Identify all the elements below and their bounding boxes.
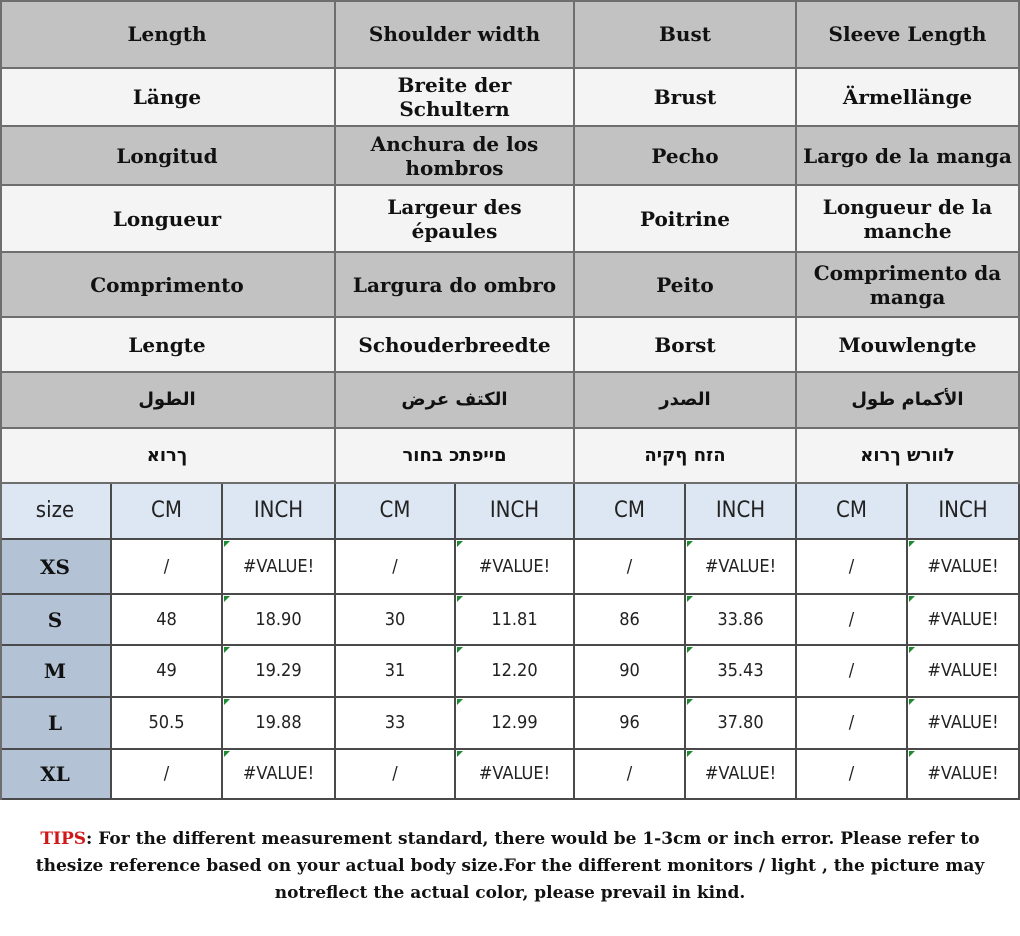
label-shoulder-width-nl: Schouderbreedte [336, 318, 575, 373]
size-label: L [0, 698, 112, 750]
label-bust-de: Brust [575, 69, 797, 127]
label-sleeve-length-fr: Longueur de la manche [797, 186, 1020, 253]
label-length-en: Length [0, 0, 336, 69]
size-label: XL [0, 750, 112, 800]
measurement-cell: #VALUE! [908, 750, 1020, 800]
size-label: S [0, 595, 112, 646]
label-bust-ar: الصدر [575, 373, 797, 429]
measurement-cell: 11.81 [456, 595, 575, 646]
size-label: XS [0, 540, 112, 595]
measurement-cell: 35.43 [686, 646, 797, 698]
label-bust-es: Pecho [575, 127, 797, 186]
label-bust-he: הזח ףקיה [575, 429, 797, 484]
label-shoulder-width-en: Shoulder width [336, 0, 575, 69]
measurement-cell: / [336, 750, 456, 800]
measurement-cell: 90 [575, 646, 686, 698]
label-bust-pt: Peito [575, 253, 797, 318]
measurement-cell: 30 [336, 595, 456, 646]
label-bust-nl: Borst [575, 318, 797, 373]
unit-header: CM [112, 484, 223, 540]
label-length-de: Länge [0, 69, 336, 127]
measurement-cell: #VALUE! [908, 698, 1020, 750]
measurement-cell: #VALUE! [223, 750, 336, 800]
label-length-fr: Longueur [0, 186, 336, 253]
label-shoulder-width-he: םייפתכ בחור [336, 429, 575, 484]
measurement-cell: / [797, 698, 908, 750]
label-length-ar: الطول [0, 373, 336, 429]
unit-header: INCH [686, 484, 797, 540]
measurement-cell: / [112, 540, 223, 595]
measurement-cell: #VALUE! [686, 540, 797, 595]
label-sleeve-length-en: Sleeve Length [797, 0, 1020, 69]
measurement-cell: 37.80 [686, 698, 797, 750]
unit-header: CM [575, 484, 686, 540]
measurement-cell: #VALUE! [456, 750, 575, 800]
tips-label: TIPS [40, 829, 87, 849]
unit-header: CM [797, 484, 908, 540]
measurement-cell: 49 [112, 646, 223, 698]
tips-note [6, 826, 1014, 907]
label-shoulder-width-es: Anchura de los hombros [336, 127, 575, 186]
label-sleeve-length-es: Largo de la manga [797, 127, 1020, 186]
label-sleeve-length-nl: Mouwlengte [797, 318, 1020, 373]
measurement-cell: 50.5 [112, 698, 223, 750]
measurement-cell: #VALUE! [686, 750, 797, 800]
label-length-he: ךרוא [0, 429, 336, 484]
tips-text: : For the different measurement standard, there would be 1-3cm or inch error. Please refer to thesize reference based on your actual body size.For the different monitors / light , the picture may notreflect the actual color, please prevail in kind. [35, 829, 985, 903]
table-border-top [0, 0, 1020, 2]
unit-header: CM [336, 484, 456, 540]
label-sleeve-length-de: Ärmellänge [797, 69, 1020, 127]
table-border-left [0, 0, 2, 800]
label-length-pt: Comprimento [0, 253, 336, 318]
measurement-cell: #VALUE! [908, 646, 1020, 698]
size-label: M [0, 646, 112, 698]
label-shoulder-width-ar: الكتف عرض [336, 373, 575, 429]
label-bust-fr: Poitrine [575, 186, 797, 253]
label-length-nl: Lengte [0, 318, 336, 373]
measurement-cell: / [797, 750, 908, 800]
unit-header: INCH [223, 484, 336, 540]
measurement-cell: / [797, 595, 908, 646]
label-bust-en: Bust [575, 0, 797, 69]
measurement-cell: 31 [336, 646, 456, 698]
label-sleeve-length-ar: الأكمام طول [797, 373, 1020, 429]
measurement-cell: 86 [575, 595, 686, 646]
unit-header: INCH [456, 484, 575, 540]
label-shoulder-width-pt: Largura do ombro [336, 253, 575, 318]
label-length-es: Longitud [0, 127, 336, 186]
measurement-cell: #VALUE! [456, 540, 575, 595]
measurement-cell: 19.88 [223, 698, 336, 750]
measurement-cell: / [797, 646, 908, 698]
measurement-cell: #VALUE! [223, 540, 336, 595]
label-shoulder-width-fr: Largeur des épaules [336, 186, 575, 253]
measurement-cell: 19.29 [223, 646, 336, 698]
measurement-cell: 33 [336, 698, 456, 750]
size-header: size [0, 484, 112, 540]
label-sleeve-length-he: לוורש ךרוא [797, 429, 1020, 484]
measurement-cell: 96 [575, 698, 686, 750]
measurement-cell: / [575, 750, 686, 800]
unit-header: INCH [908, 484, 1020, 540]
measurement-cell: 33.86 [686, 595, 797, 646]
measurement-cell: / [797, 540, 908, 595]
measurement-cell: 12.99 [456, 698, 575, 750]
measurement-cell: 48 [112, 595, 223, 646]
measurement-cell: #VALUE! [908, 595, 1020, 646]
label-sleeve-length-pt: Comprimento da manga [797, 253, 1020, 318]
label-shoulder-width-de: Breite der Schultern [336, 69, 575, 127]
measurement-cell: / [336, 540, 456, 595]
measurement-cell: 18.90 [223, 595, 336, 646]
measurement-cell: / [112, 750, 223, 800]
measurement-cell: #VALUE! [908, 540, 1020, 595]
measurement-cell: 12.20 [456, 646, 575, 698]
measurement-cell: / [575, 540, 686, 595]
